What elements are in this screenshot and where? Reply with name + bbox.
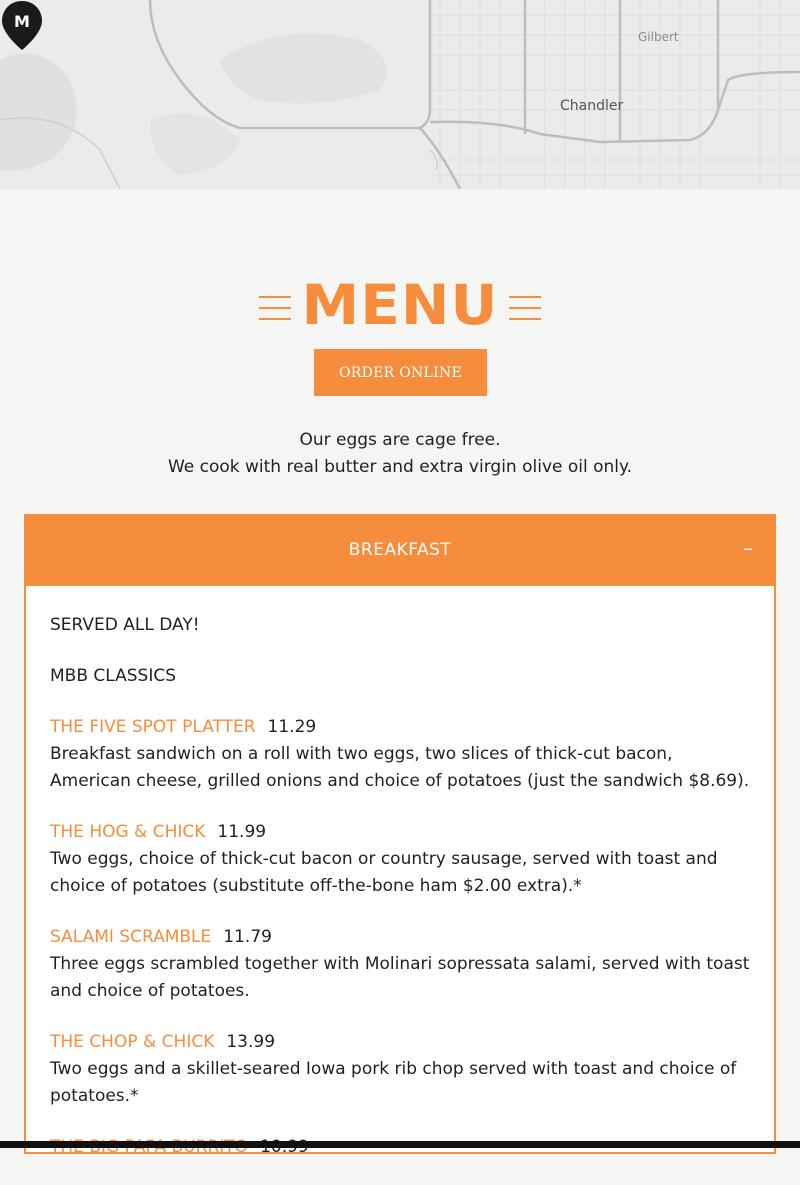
menu-item-price: 11.79 — [223, 927, 272, 947]
menu-item — [50, 1029, 750, 1110]
menu-item — [50, 924, 750, 1005]
menu-item-description: Breakfast sandwich on a roll with two eggs, two slices of thick-cut bacon, American cheese, grilled onions and choice of potatoes (just the sandwich $8.69). — [50, 744, 750, 791]
decorative-lines-right-icon — [509, 296, 541, 320]
map-label-chandler: Chandler — [560, 98, 624, 114]
map-label-gilbert: Gilbert — [638, 30, 679, 44]
breakfast-section-header[interactable] — [26, 516, 774, 586]
page-title: MENU — [301, 272, 499, 338]
collapse-icon[interactable]: – — [743, 536, 753, 560]
section-body — [50, 612, 750, 1185]
menu-item-price: 13.99 — [226, 1032, 276, 1052]
menu-header — [0, 272, 800, 338]
served-all-day-note: SERVED ALL DAY! — [50, 615, 200, 635]
intro-text — [0, 427, 800, 481]
map-roads — [0, 0, 800, 189]
menu-item — [50, 819, 750, 900]
menu-item-description: Three eggs scrambled together with Molinari sopressata salami, served with toast and choice of potatoes. — [50, 954, 750, 1001]
decorative-lines-left-icon — [259, 296, 291, 320]
intro-line-2: We cook with real butter and extra virgin olive oil only. — [167, 457, 633, 477]
intro-line-1: Our eggs are cage free. — [299, 430, 501, 450]
menu-item-description: Two eggs and a skillet-seared Iowa pork rib chop served with toast and choice of potatoes.* — [50, 1059, 737, 1106]
menu-item-price: 11.29 — [267, 717, 317, 737]
location-map[interactable] — [0, 0, 800, 189]
menu-item — [50, 714, 750, 795]
menu-item-name: THE HOG & CHICK — [50, 822, 206, 842]
subheading: MBB CLASSICS — [50, 666, 177, 686]
section-title: BREAKFAST — [348, 540, 452, 560]
menu-item-name: SALAMI SCRAMBLE — [50, 927, 212, 947]
menu-item-description: Two eggs, choice of thick-cut bacon or country sausage, served with toast and choice of potatoes (substitute off-the-bone ham $2.00 extra).* — [50, 849, 718, 896]
breakfast-section — [24, 514, 776, 1154]
map-pin-icon[interactable] — [0, 0, 44, 52]
menu-item-name: THE FIVE SPOT PLATTER — [50, 717, 256, 737]
order-online-button[interactable]: ORDER ONLINE — [314, 349, 487, 396]
menu-item-name: THE CHOP & CHICK — [50, 1032, 215, 1052]
menu-item-price: 11.99 — [217, 822, 267, 842]
map-pin-letter: M — [14, 12, 30, 31]
bottom-bar — [0, 1141, 800, 1148]
